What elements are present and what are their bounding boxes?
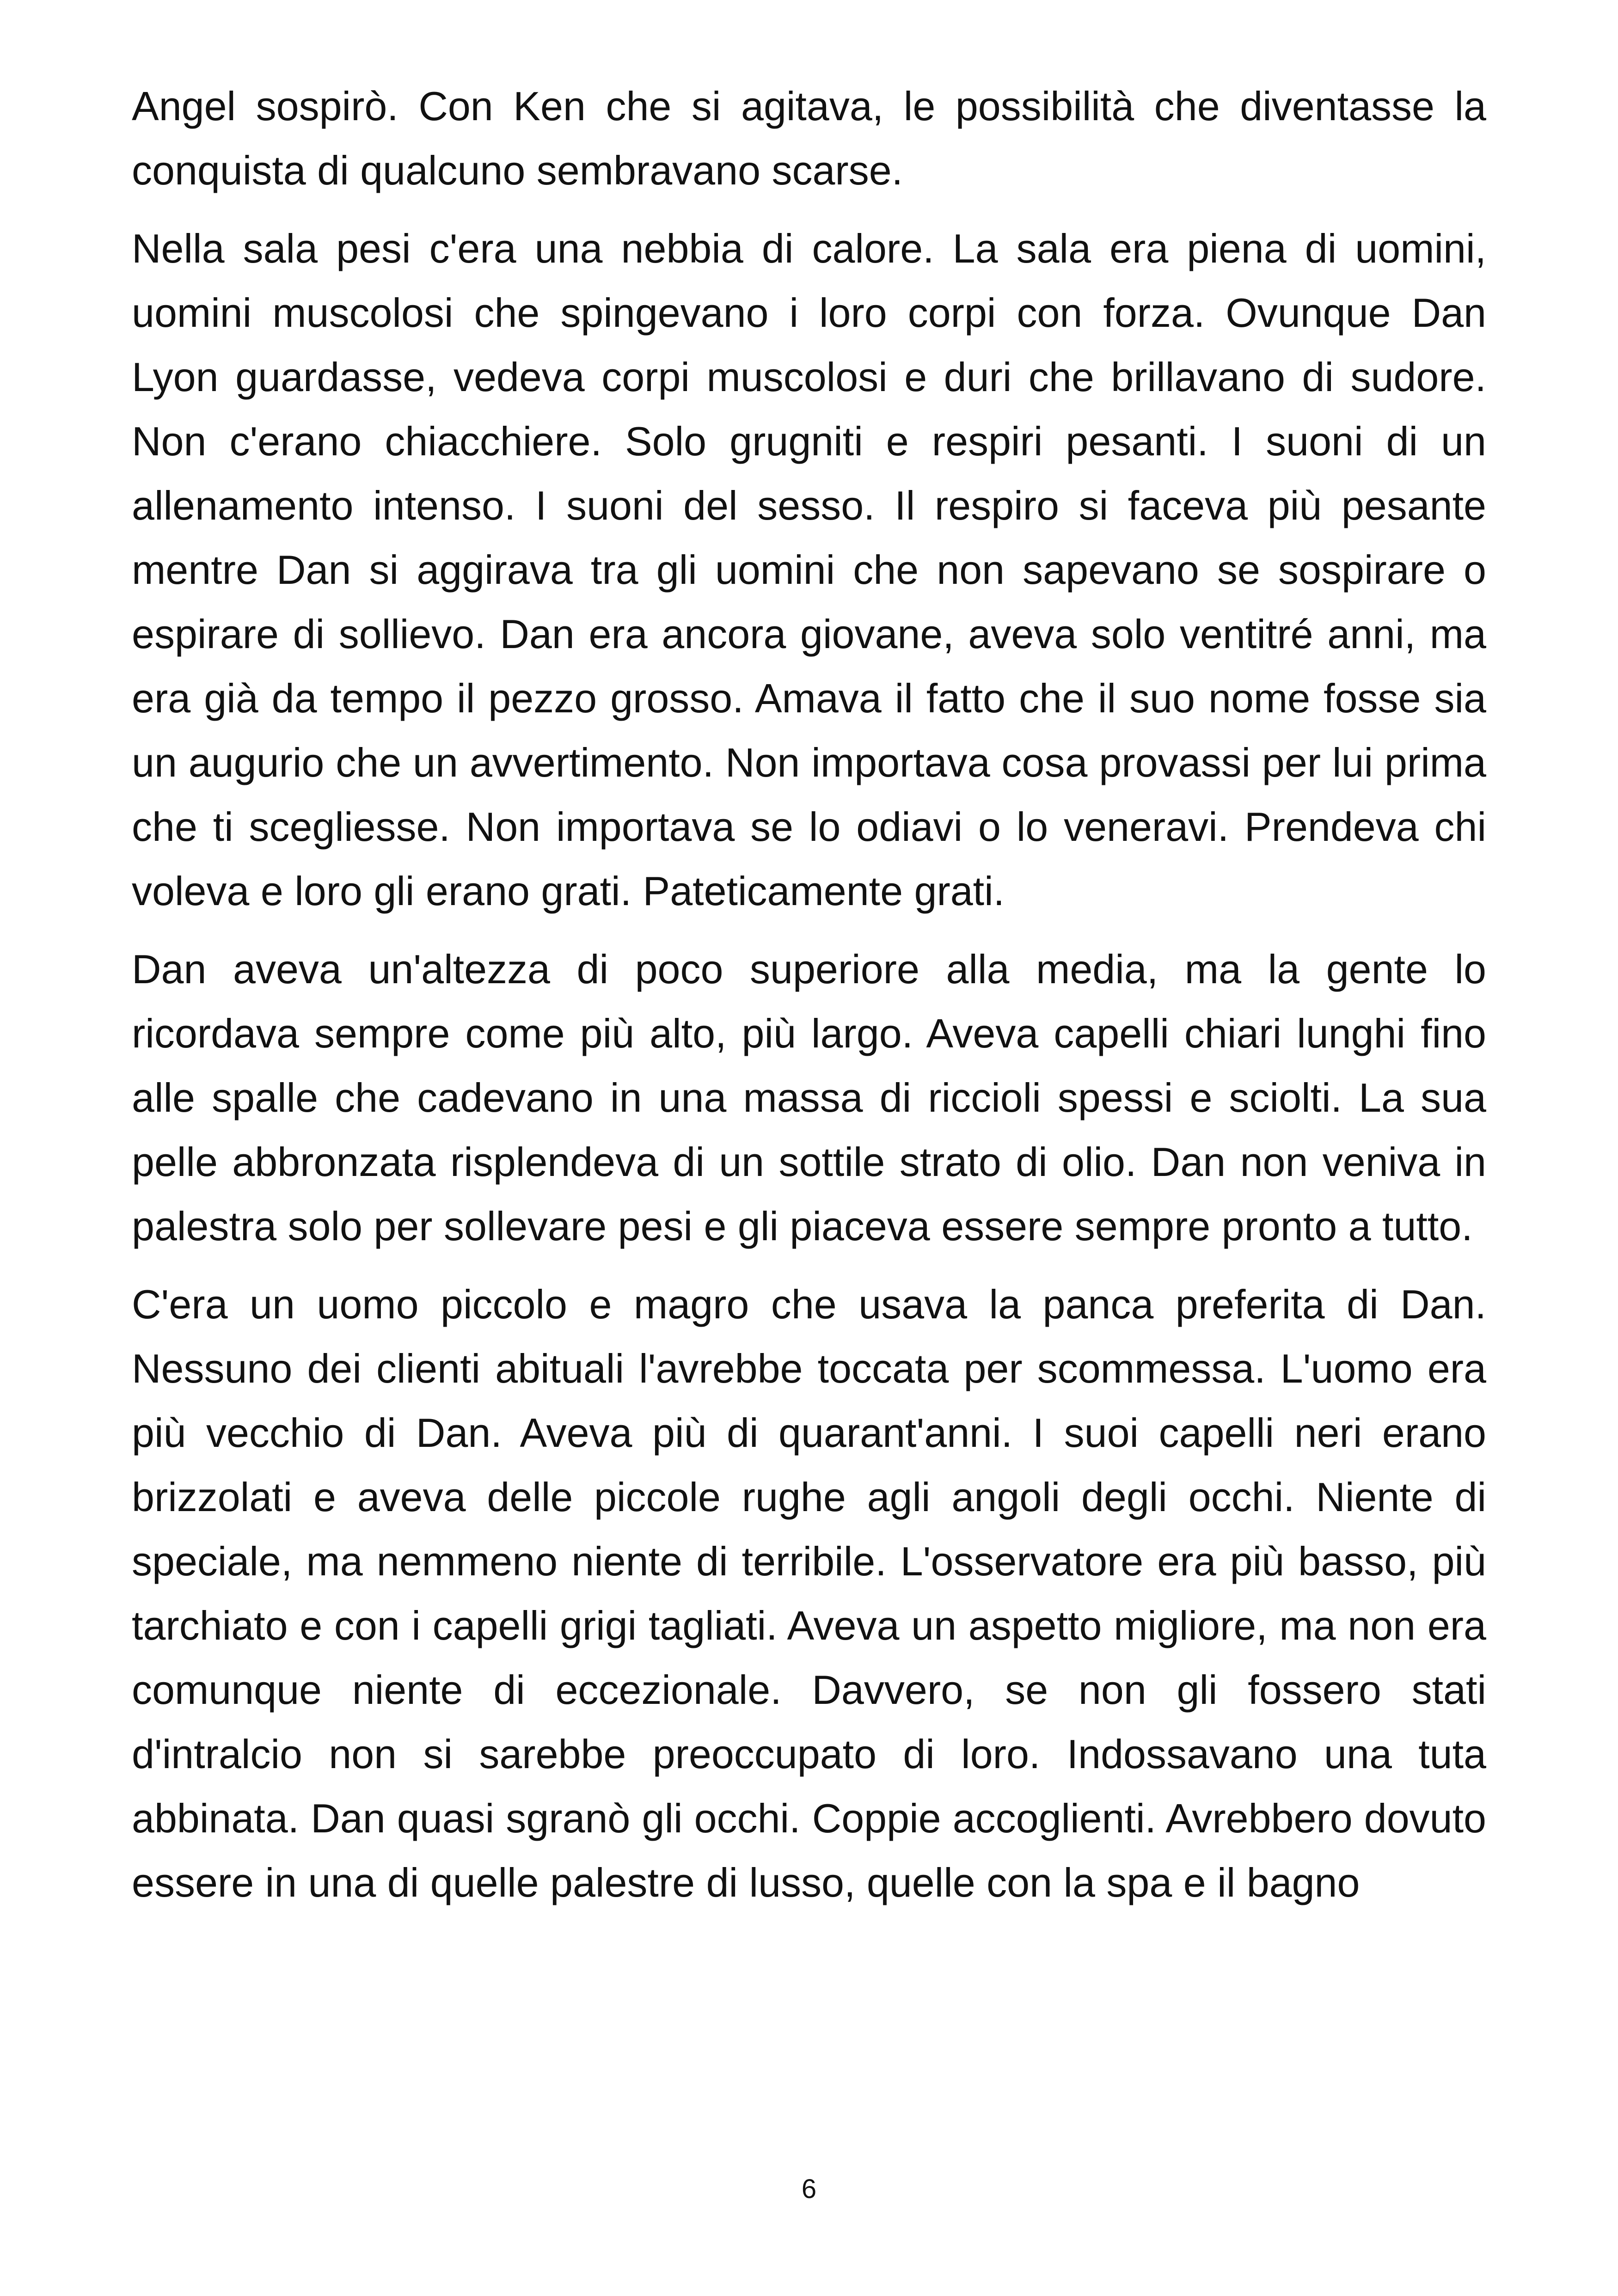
paragraph-2: Nella sala pesi c'era una nebbia di calore. La sala era piena di uomini, uomini muscolosi che spingevano i loro corpi con forza. Ovunque Dan Lyon guardasse, vedeva corpi muscolosi e duri che brillavano di sudore. Non c'erano chiacchiere. Solo grugniti e respiri pesanti. I suoni di un allenamento intenso. I suoni del sesso. Il respiro si faceva più pesante mentre Dan si aggirava tra gli uomini che non sapevano se sospirare o espirare di sollievo. Dan era ancora giovane, aveva solo ventitré anni, ma era già da tempo il pezzo grosso. Amava il fatto che il suo nome fosse sia un augurio che un avvertimento. Non importava cosa provassi per lui prima che ti scegliesse. Non importava se lo odiavi o lo veneravi. Prendeva chi voleva e loro gli erano grati. Pateticamente grati. [132, 226, 1486, 914]
body-text [132, 74, 1486, 1929]
paragraph-4: C'era un uomo piccolo e magro che usava la panca preferita di Dan. Nessuno dei clienti abituali l'avrebbe toccata per scommessa. L'uomo era più vecchio di Dan. Aveva più di quarant'anni. I suoi capelli neri erano brizzolati e aveva delle piccole rughe agli angoli degli occhi. Niente di speciale, ma nemmeno niente di terribile. L'osservatore era più basso, più tarchiato e con i capelli grigi tagliati. Aveva un aspetto migliore, ma non era comunque niente di eccezionale. Davvero, se non gli fossero stati d'intralcio non si sarebbe preoccupato di loro. Indossavano una tuta abbinata. Dan quasi sgranò gli occhi. Coppie accoglienti. Avrebbero dovuto essere in una di quelle palestre di lusso, quelle con la spa e il bagno [132, 1281, 1486, 1905]
paragraph-1: Angel sospirò. Con Ken che si agitava, le possibilità che diventasse la conquista di qualcuno sembravano scarse. [132, 83, 1486, 193]
page-number: 6 [801, 2174, 817, 2204]
paragraph-3: Dan aveva un'altezza di poco superiore alla media, ma la gente lo ricordava sempre come più alto, più largo. Aveva capelli chiari lunghi fino alle spalle che cadevano in una massa di riccioli spessi e sciolti. La sua pelle abbronzata risplendeva di un sottile strato di olio. Dan non veniva in palestra solo per sollevare pesi e gli piaceva essere sempre pronto a tutto. [132, 946, 1486, 1249]
